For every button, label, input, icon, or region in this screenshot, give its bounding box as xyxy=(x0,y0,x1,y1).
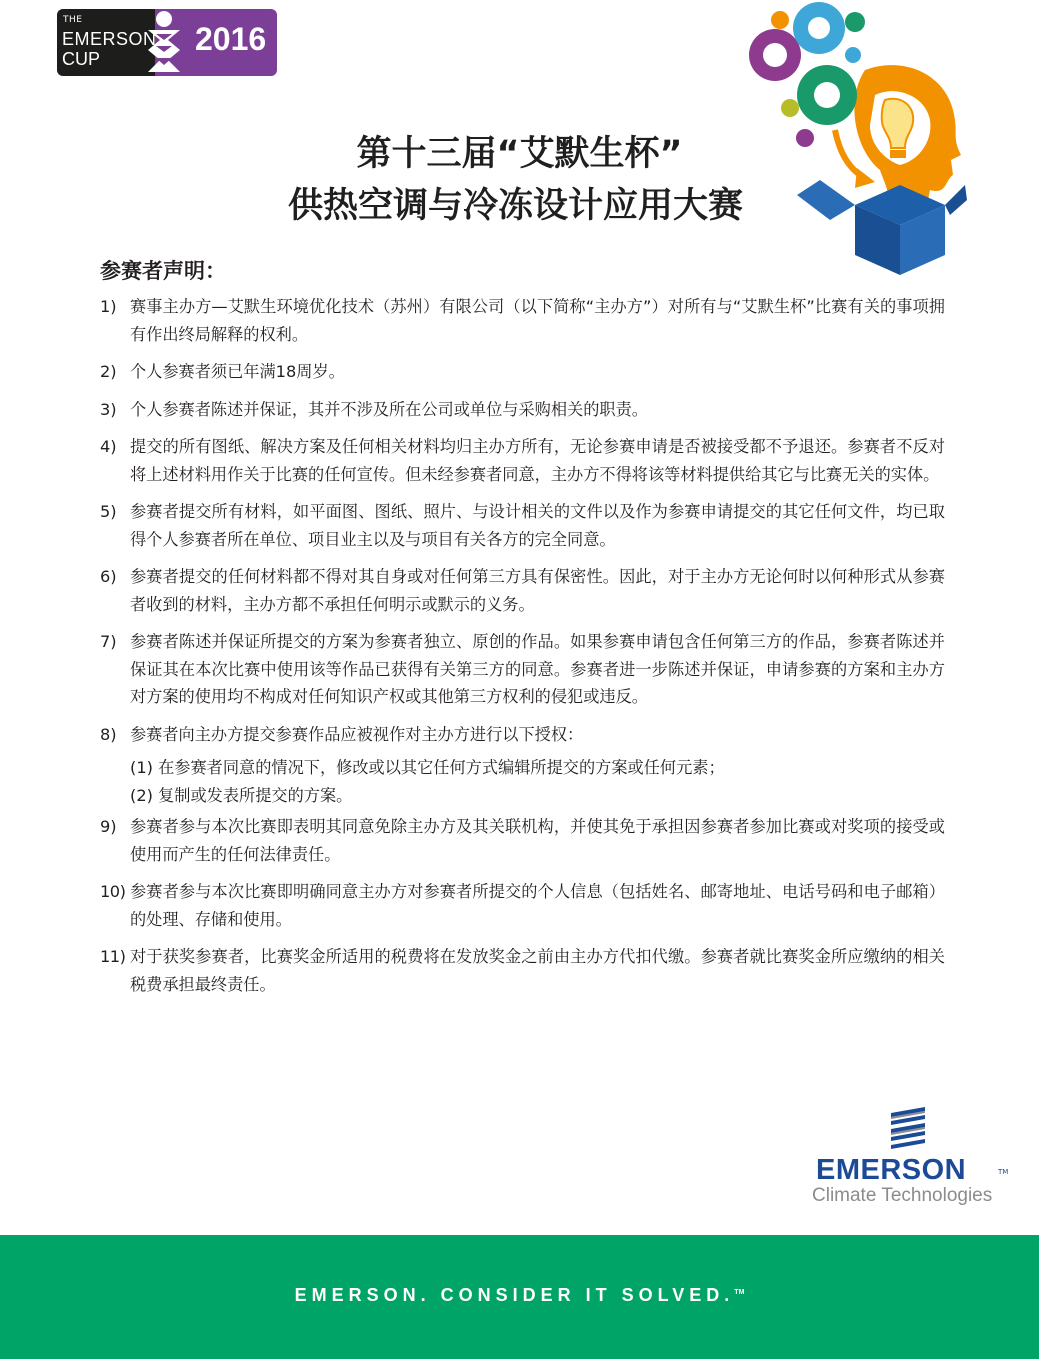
list-item-text: 提交的所有图纸、解决方案及任何相关材料均归主办方所有，无论参赛申请是否被接受都不予退还。参赛者不反对将上述材料用作关于比赛的任何宣传。但未经参赛者同意，主办方不得将该等材料提供给其它与比赛无关的实体。 xyxy=(130,437,945,484)
list-item xyxy=(100,498,945,553)
list-item-number: 8) xyxy=(100,724,117,744)
sub-item-list xyxy=(100,754,945,809)
list-item-number: 6) xyxy=(100,567,117,586)
list-item-text: 对于获奖参赛者，比赛奖金所适用的税费将在发放奖金之前由主办方代扣代缴。参赛者就比赛奖金所应缴纳的相关税费承担最终责任。 xyxy=(130,947,945,994)
list-item xyxy=(100,943,945,998)
list-item-number: 4) xyxy=(100,437,117,456)
list-item-text: 参赛者提交所有材料，如平面图、图纸、照片、与设计相关的文件以及作为参赛申请提交的其它任何文件，均已取得个人参赛者所在单位、项目业主以及与项目有关各方的完全同意。 xyxy=(130,502,945,549)
declaration-list xyxy=(100,293,945,1008)
sub-item: (1) 在参赛者同意的情况下，修改或以其它任何方式编辑所提交的方案或任何元素； xyxy=(130,758,725,777)
list-item xyxy=(100,813,945,868)
badge-line2: CUP xyxy=(62,49,101,69)
list-item-number: 2) xyxy=(100,362,117,381)
badge-line1: EMERSON xyxy=(62,29,157,49)
list-item xyxy=(100,628,945,711)
sub-item: (2) 复制或发表所提交的方案。 xyxy=(130,785,353,805)
list-item-text: 参赛者提交的任何材料都不得对其自身或对任何第三方具有保密性。因此，对于主办方无论何时以何种形式从参赛者收到的材料，主办方都不承担任何明示或默示的义务。 xyxy=(130,567,945,614)
logo-tm: TM xyxy=(998,1168,1009,1176)
list-item-number: 9) xyxy=(100,817,117,836)
list-item-number: 10) xyxy=(100,882,126,901)
badge-year: 2016 xyxy=(195,21,267,57)
footer-band xyxy=(0,1235,1039,1359)
list-item-number: 7) xyxy=(100,632,117,651)
list-item-text: 个人参赛者陈述并保证，其并不涉及所在公司或单位与采购相关的职责。 xyxy=(130,399,648,419)
list-item xyxy=(100,396,945,424)
list-item-text: 赛事主办方—艾默生环境优化技术（苏州）有限公司（以下简称“主办方”）对所有与“艾默生杯”比赛有关的事项拥有作出终局解释的权利。 xyxy=(130,297,945,344)
list-item xyxy=(100,721,945,749)
cup-figure-icon xyxy=(144,10,184,76)
emerson-stripes-icon xyxy=(887,1105,929,1153)
list-item xyxy=(100,433,945,488)
list-item-number: 1) xyxy=(100,297,117,316)
list-item-text: 参赛者参与本次比赛即表明其同意免除主办方及其关联机构，并使其免于承担因参赛者参加比赛或对奖项的接受或使用而产生的任何法律责任。 xyxy=(130,817,945,864)
list-item xyxy=(100,563,945,618)
list-item xyxy=(100,293,945,348)
list-item-text: 个人参赛者须已年满18周岁。 xyxy=(130,362,345,381)
list-item-text: 参赛者向主办方提交参赛作品应被视作对主办方进行以下授权： xyxy=(130,724,584,744)
list-item-number: 11) xyxy=(100,947,126,966)
footer-tm: TM xyxy=(734,1289,745,1296)
list-item-number: 3) xyxy=(100,399,117,419)
list-item-number: 5) xyxy=(100,502,117,521)
emerson-cup-badge xyxy=(57,9,277,76)
section-heading: 参赛者声明： xyxy=(100,259,226,283)
page-title-line1: 第十三届“艾默生杯” xyxy=(356,134,683,174)
page-title-line2: 供热空调与冷冻设计应用大赛 xyxy=(287,186,743,226)
list-item xyxy=(100,358,945,386)
emerson-logo xyxy=(812,1105,1012,1215)
emerson-wordmark: EMERSON xyxy=(816,1154,967,1186)
list-item-text: 参赛者陈述并保证所提交的方案为参赛者独立、原创的作品。如果参赛申请包含任何第三方的作品，参赛者陈述并保证其在本次比赛中使用该等作品已获得有关第三方的同意。参赛者进一步陈述并保证，申请参赛的方案和主办方对方案的使用均不构成对任何知识产权或其他第三方权利的侵犯或违反。 xyxy=(130,632,945,706)
footer-slogan xyxy=(0,1285,1039,1306)
logo-subtitle: Climate Technologies xyxy=(812,1185,993,1206)
badge-the: THE xyxy=(63,15,83,25)
list-item-text: 参赛者参与本次比赛即明确同意主办方对参赛者所提交的个人信息（包括姓名、邮寄地址、电话号码和电子邮箱）的处理、存储和使用。 xyxy=(130,882,945,929)
footer-slogan-text: EMERSON. CONSIDER IT SOLVED. xyxy=(294,1285,735,1305)
list-item xyxy=(100,878,945,933)
